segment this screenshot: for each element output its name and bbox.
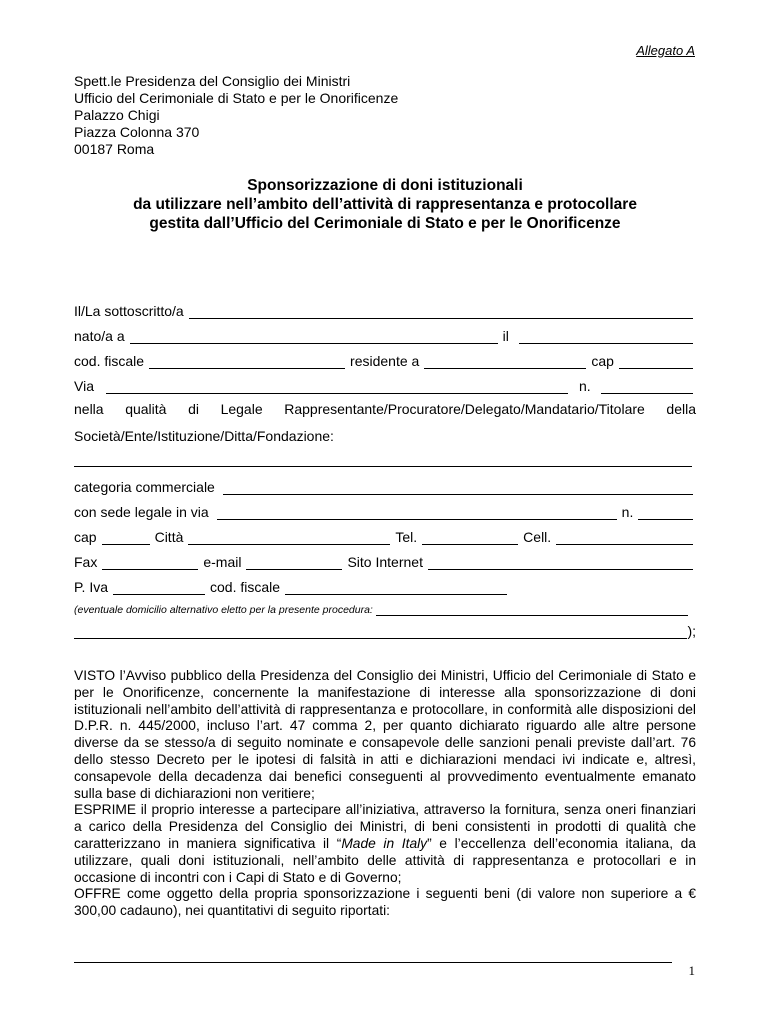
field-cell[interactable]	[556, 529, 693, 545]
declaration-text	[74, 668, 696, 920]
label-n2: n.	[621, 504, 634, 520]
esprime-text-a: ESPRIME il proprio interesse a partecipare all’iniziativa, attraverso la fornitura, senza oneri finanziari a carico della Presidenza del Consiglio dei Ministri, di beni consistenti in prodotti di qualità che caratterizzano in maniera significativa il “	[74, 802, 696, 851]
form-row-category	[74, 475, 696, 495]
label-sede: con sede legale in via	[74, 504, 209, 520]
made-in-italy: Made in Italy	[341, 835, 428, 851]
field-domicilio[interactable]	[376, 604, 688, 616]
title-line: gestita dall’Ufficio del Cerimoniale di Stato e per le Onorificenze	[149, 215, 621, 232]
address-line: Piazza Colonna 370	[74, 124, 200, 140]
form-row-fiscal	[74, 349, 696, 369]
annex-label: Allegato A	[636, 43, 695, 58]
field-citta[interactable]	[188, 529, 390, 545]
esprime-text-b: ” e l’eccellenza dell’economia italiana, da utilizzare, quali doni istituzionali, nell’ambito delle attività di rappresentanza e protocollari e in occasione di incontri con i Capi di Stato e di Governo;	[74, 835, 696, 885]
qualita-line: nella qualità di Legale Rappresentante/Procuratore/Delegato/Mandatario/Titolare della	[74, 401, 696, 417]
field-categoria[interactable]	[223, 479, 693, 495]
field-sito[interactable]	[428, 554, 693, 570]
field-residence[interactable]	[424, 353, 586, 369]
label-nato: nato/a a	[74, 328, 125, 344]
label-email: e-mail	[203, 554, 242, 570]
label-categoria: categoria commerciale	[74, 479, 215, 495]
label-cod-fiscale: cod. fiscale	[74, 353, 145, 369]
field-street-number[interactable]	[601, 378, 693, 394]
field-piva[interactable]	[113, 579, 205, 595]
form-row-street	[74, 374, 696, 394]
label-cell: Cell.	[523, 529, 552, 545]
form-row-contacts	[74, 525, 696, 545]
form-row-seat	[74, 500, 696, 520]
label-cod-fiscale2: cod. fiscale	[210, 579, 281, 595]
label-societa: Società/Ente/Istituzione/Ditta/Fondazione:	[74, 428, 334, 444]
field-cap[interactable]	[619, 353, 693, 369]
label-cap2: cap	[74, 529, 97, 545]
recipient-address	[74, 73, 398, 158]
field-street[interactable]	[106, 378, 568, 394]
label-cap: cap	[591, 353, 614, 369]
form-row-birth	[74, 324, 696, 344]
label-sottoscritto: Il/La sottoscritto/a	[74, 303, 184, 319]
address-line: 00187 Roma	[74, 141, 155, 157]
label-residente: residente a	[350, 353, 420, 369]
field-email[interactable]	[246, 554, 342, 570]
closing-parenthesis: );	[687, 623, 696, 639]
field-cod-fiscale2[interactable]	[285, 579, 507, 595]
domicilio-continuation	[74, 622, 696, 639]
title-line: Sponsorizzazione di doni istituzionali	[247, 177, 523, 194]
form-row-online	[74, 550, 696, 570]
address-line: Palazzo Chigi	[74, 107, 160, 123]
address-line: Ufficio del Cerimoniale di Stato e per le Onorificenze	[74, 90, 399, 106]
label-sito: Sito Internet	[347, 554, 423, 570]
form-row-tax	[74, 575, 696, 595]
label-tel: Tel.	[395, 529, 418, 545]
field-societa[interactable]	[74, 466, 692, 467]
label-domicilio: (eventuale domicilio alternativo eletto per la presente procedura:	[74, 604, 373, 616]
label-citta: Città	[154, 529, 184, 545]
field-cod-fiscale[interactable]	[149, 353, 345, 369]
esprime-paragraph	[74, 802, 696, 886]
field-sede[interactable]	[217, 504, 617, 520]
page-number: 1	[688, 963, 695, 978]
field-domicilio-2[interactable]	[74, 625, 687, 639]
goods-field-line[interactable]	[74, 962, 672, 963]
address-line: Spett.le Presidenza del Consiglio dei Ministri	[74, 73, 351, 89]
field-sottoscritto[interactable]	[189, 303, 693, 319]
societa-row	[74, 424, 696, 444]
field-birthplace[interactable]	[130, 328, 498, 344]
label-via: Via	[74, 378, 94, 394]
visto-paragraph: VISTO l’Avviso pubblico della Presidenza del Consiglio dei Ministri, Ufficio del Cerimoniale di Stato e per le Onorificenze, concernente la manifestazione di interesse alla sponsorizzazione di doni istituzionali nell’ambito dell’attività di rappresentanza e protocollare, in conformità alle disposizioni del D.P.R. n. 445/2000, incluso l’art. 47 comma 2, per quanto dichiarato riguardo alle altre persone diverse da se stesso/a di seguito nominate e consapevole delle sanzioni penali previste dall’art. 76 dello stesso Decreto per le ipotesi di falsità in atti e dichiarazioni mendaci ivi indicate e, altresì, consapevole della decadenza dai benefici conseguenti al provvedimento eventualmente emanato sulla base di dichiarazioni non veritiere;	[74, 668, 696, 801]
field-cap2[interactable]	[102, 529, 150, 545]
document-title	[60, 176, 710, 233]
offre-paragraph: OFFRE come oggetto della propria sponsorizzazione i seguenti beni (di valore non superiore a € 300,00 cadauno), nei quantitativi di seguito riportati:	[74, 886, 696, 919]
field-birthdate[interactable]	[519, 328, 693, 344]
domicilio-row	[74, 601, 696, 616]
label-piva: P. Iva	[74, 579, 108, 595]
label-il: il	[502, 328, 509, 344]
label-n: n.	[578, 378, 591, 394]
form-row-name	[74, 299, 696, 319]
title-line: da utilizzare nell’ambito dell’attività di rappresentanza e protocollare	[133, 196, 637, 213]
field-tel[interactable]	[422, 529, 518, 545]
label-fax: Fax	[74, 554, 98, 570]
field-fax[interactable]	[102, 554, 198, 570]
field-sede-number[interactable]	[638, 504, 693, 520]
